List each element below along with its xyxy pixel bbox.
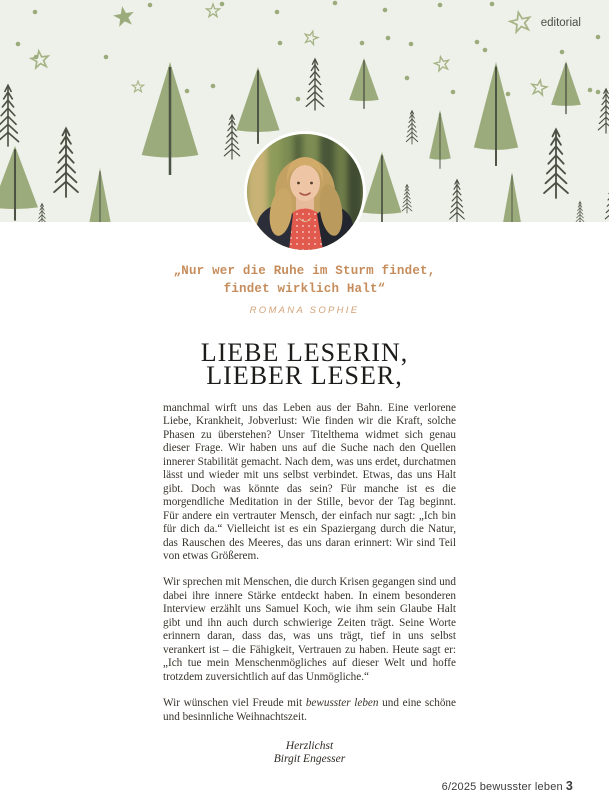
magazine-name: bewusster leben bbox=[305, 697, 379, 710]
star-icon bbox=[505, 8, 535, 38]
signature-salutation: Herzlichst bbox=[285, 739, 334, 752]
body-paragraph-3 bbox=[163, 697, 456, 724]
closing-text-post: und eine schöne und besinnliche Weihnachtszeit. bbox=[163, 697, 456, 723]
editorial-label: editorial bbox=[540, 16, 581, 29]
body-paragraph-1: manchmal wirft uns das Leben aus der Bahn. Eine verlorene Liebe, Krankheit, Jobverlust: Wie finden wir die Kraft, solche Phasen zu überstehen? Unser Titelthema widmet sich genau dieser Frage. Wir haben uns auf die Suche nach den Quellen innerer Stabilität gemacht. Nach dem, was uns erdet, durchatmen lässt und wieder mit uns selbst verbindet. Etwas, das uns Halt gibt. Doch was könnte das sein? Für manche ist es die morgendliche Meditation in der Stille, bevor der Tag beginnt. Für andere ein vertrauter Mensch, der einfach nur sagt: „Ich bin für dich da.“ Vielleicht ist es ein Spaziergang durch die Natur, das Rauschen des Meeres, das uns daran erinnert: Wir sind Teil von etwas Größerem. bbox=[163, 402, 456, 562]
pull-quote bbox=[0, 263, 609, 298]
pull-quote-line-2: findet wirklich Halt“ bbox=[223, 281, 386, 296]
page-title-line-1: LIEBE LESERIN, bbox=[200, 338, 409, 367]
body-text bbox=[163, 402, 456, 767]
signature-name: Birgit Engesser bbox=[273, 753, 346, 766]
author-photo-image bbox=[247, 134, 363, 250]
signature bbox=[163, 740, 456, 767]
footer-page-number: 3 bbox=[565, 779, 573, 793]
closing-text-pre: Wir wünschen viel Freude mit bbox=[163, 697, 306, 710]
pull-quote-line-1: „Nur wer die Ruhe im Sturm findet, bbox=[173, 264, 436, 278]
author-photo bbox=[247, 134, 363, 250]
page-footer bbox=[442, 779, 573, 793]
editorial-label-group bbox=[508, 10, 581, 35]
footer-issue-info: 6/2025 bewusster leben bbox=[441, 781, 563, 793]
body-paragraph-2: Wir sprechen mit Menschen, die durch Krisen gegangen sind und dabei ihre innere Stärke entdeckt haben. In einem besonderen Interview erzählt uns Samuel Koch, wie ihm sein Glaube Halt gibt und ihn auch durch schwierige Zeiten trägt. Seine Worte erinnern daran, dass das, was uns trägt, tief in uns selbst verankert ist – die Fähigkeit, Vertrauen zu haben. Heute sagt er: „Ich tue mein Menschenmögliches auf dieser Welt und hoffe trotzdem zuversichtlich auf das Unmögliche.“ bbox=[163, 576, 456, 683]
page-title bbox=[0, 338, 609, 390]
quote-attribution: ROMANA SOPHIE bbox=[249, 305, 360, 316]
page-title-line-2: LIEBER LESER, bbox=[206, 361, 403, 390]
